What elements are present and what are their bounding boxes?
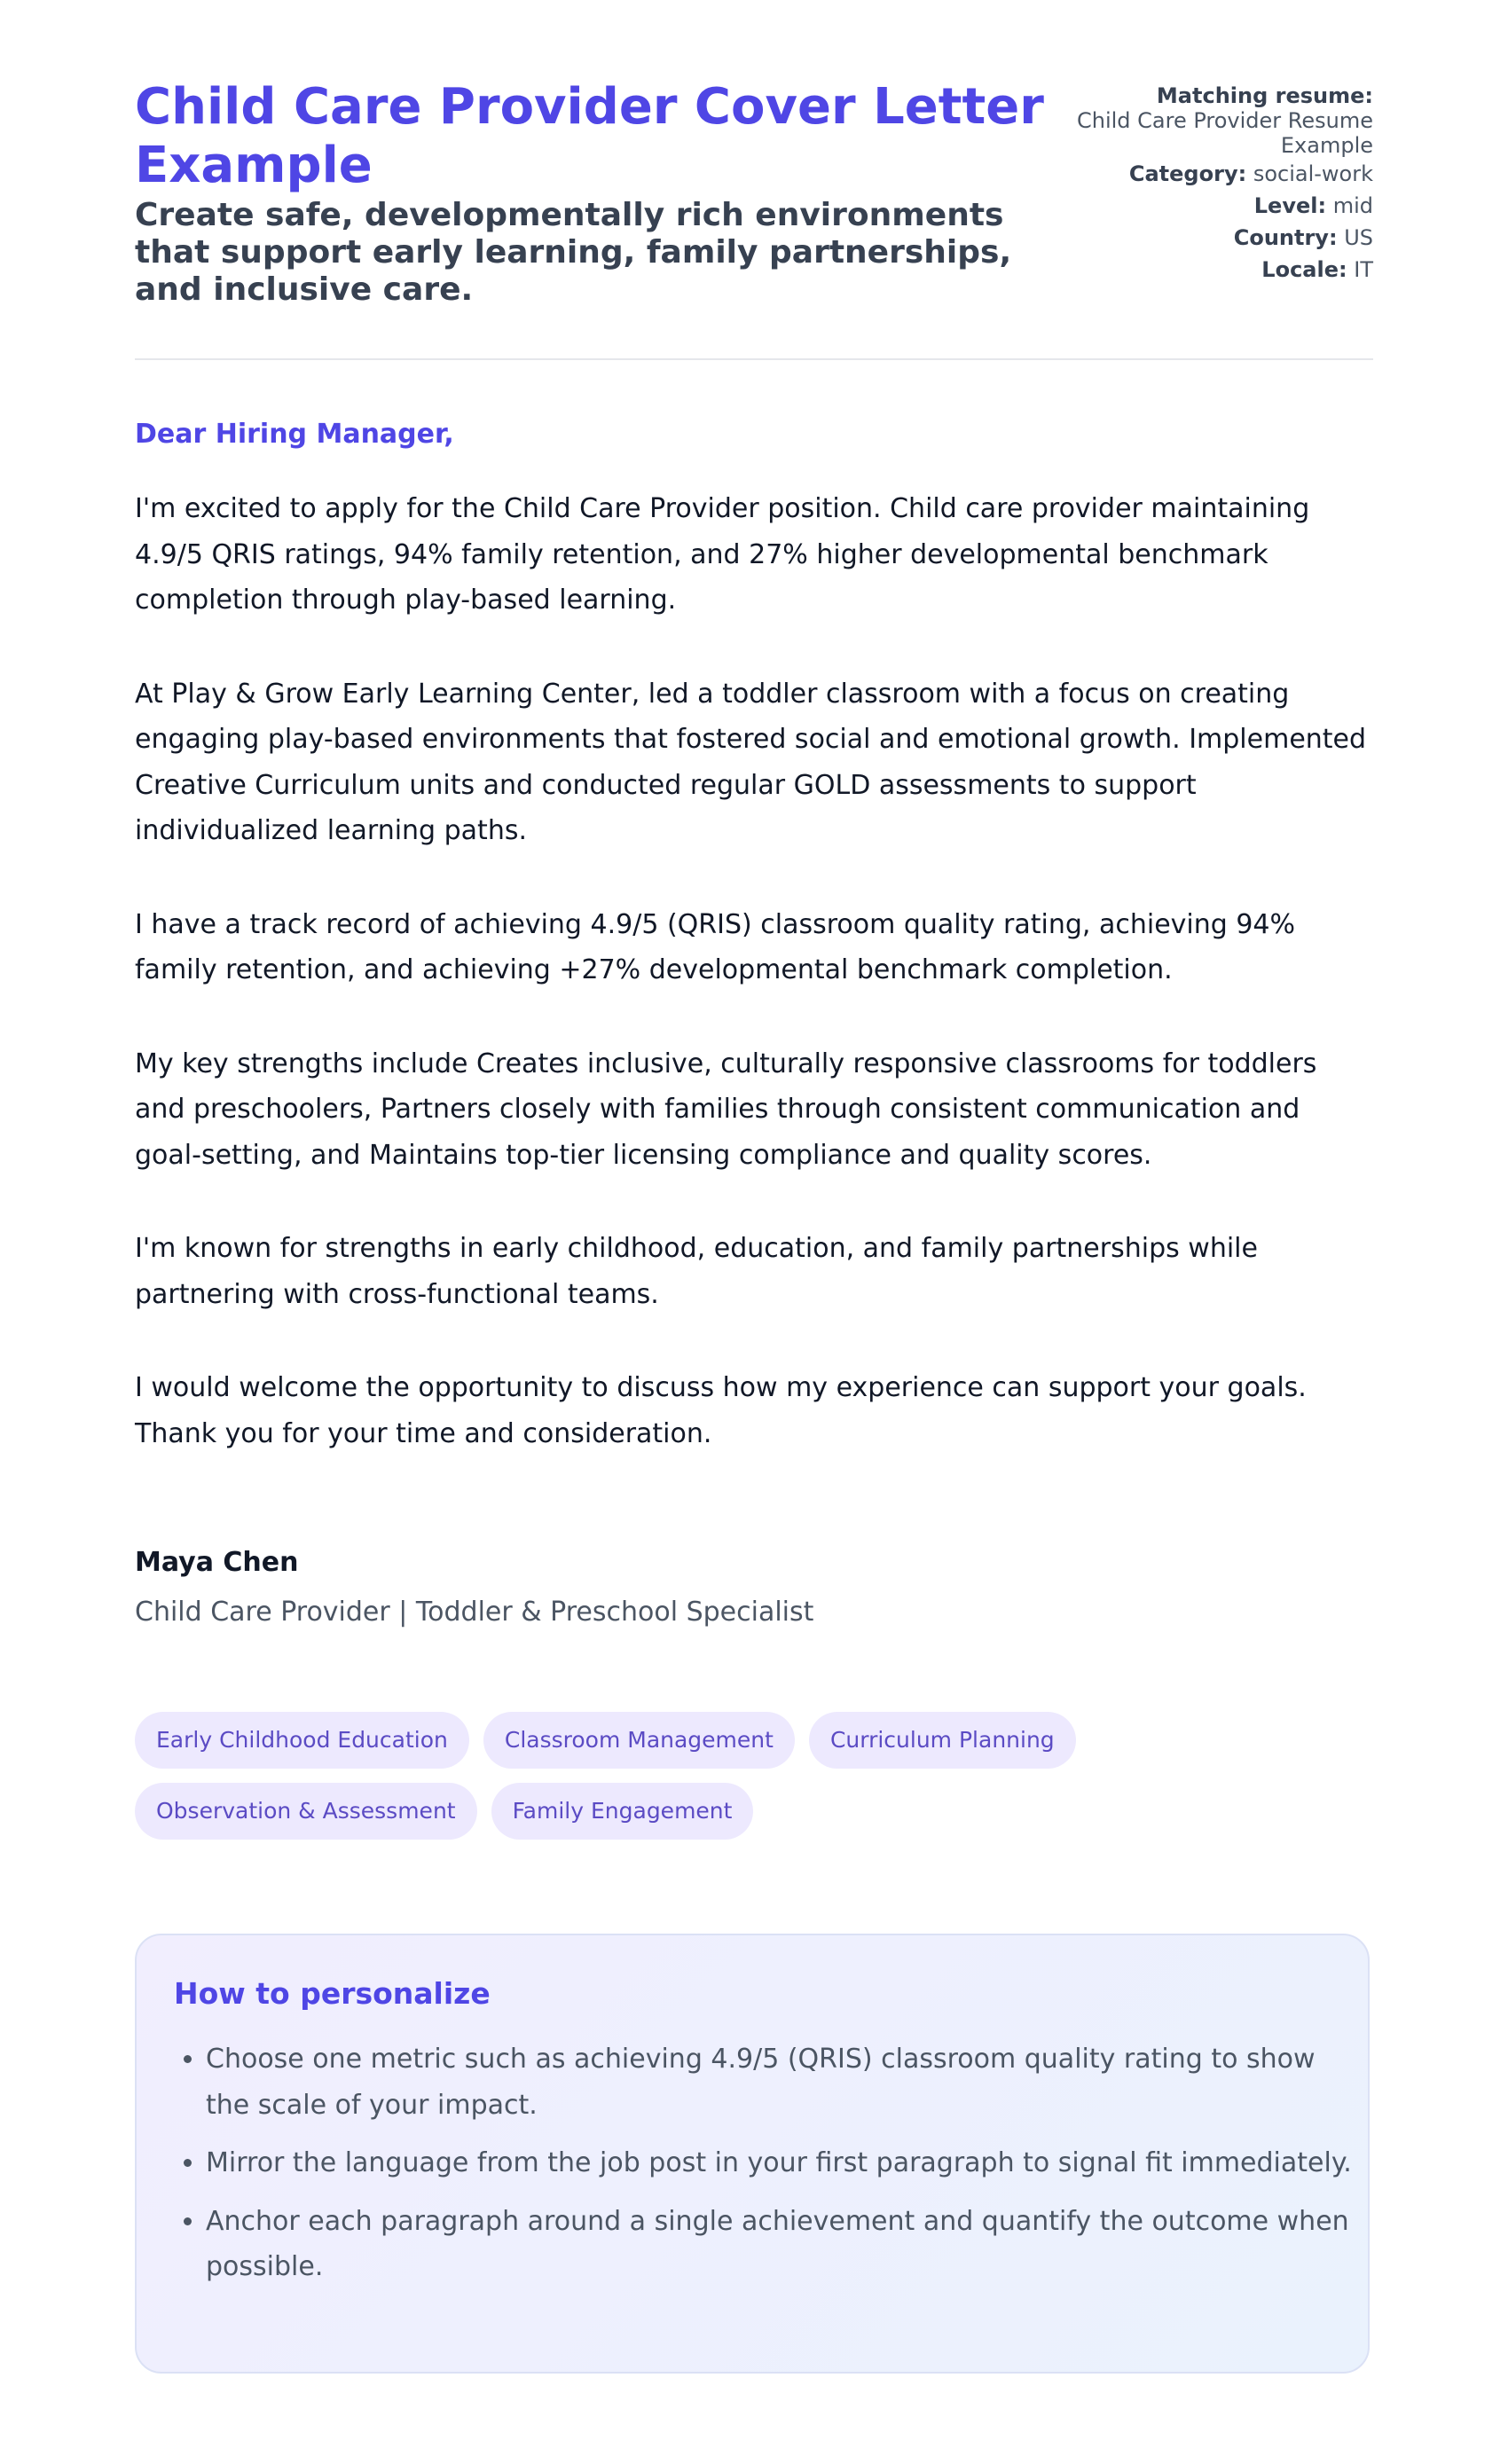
letter-paragraph: I'm known for strengths in early childhood, education, and family partnerships while partnering with cross-functional teams.: [135, 1233, 1258, 1310]
meta-country: [1072, 225, 1373, 250]
signature-name: Maya Chen: [135, 1547, 299, 1578]
meta-level: [1072, 193, 1373, 218]
meta-locale-label: Locale:: [1261, 257, 1347, 282]
skill-tag[interactable]: Classroom Management: [483, 1712, 795, 1769]
meta-category-value: social-work: [1253, 161, 1373, 186]
meta-category: [1072, 161, 1373, 186]
tip-item: • Anchor each paragraph around a single achievement and quantify the outcome when possible.: [206, 2199, 1359, 2290]
letter-paragraph: At Play & Grow Early Learning Center, led a toddler classroom with a focus on creating engaging play-based environments that fostered social and emotional growth. Implemented Creative Curriculum units and conducted regular GOLD assessments to support individualized learning paths.: [135, 678, 1367, 846]
meta-category-label: Category:: [1128, 161, 1247, 186]
personalize-tips-panel: [135, 1934, 1370, 2374]
signature-role: Child Care Provider | Toddler & Preschool Specialist: [135, 1597, 814, 1628]
page-header: [135, 0, 1373, 360]
letter-paragraph: I have a track record of achieving 4.9/5 (QRIS) classroom quality rating, achieving 94% family retention, and achieving +27% developmental benchmark completion.: [135, 908, 1296, 985]
page-subtitle: Create safe, developmentally rich environments that support early learning, family partnerships, and inclusive care.: [135, 197, 1012, 308]
skill-tag[interactable]: Curriculum Planning: [809, 1712, 1076, 1769]
meta-locale: [1072, 257, 1373, 282]
meta-country-label: Country:: [1233, 225, 1338, 250]
letter-paragraph: I would welcome the opportunity to discuss how my experience can support your goals. Thank you for your time and consideration.: [135, 1372, 1307, 1449]
tips-title: How to personalize: [174, 1976, 491, 2011]
cover-letter-page: [135, 0, 1373, 2282]
matching-resume-link[interactable]: Child Care Provider Resume Example: [1076, 108, 1373, 158]
page-title: Child Care Provider Cover Letter Example: [135, 78, 1044, 194]
resume-meta: [1072, 83, 1373, 289]
skill-tag[interactable]: Family Engagement: [491, 1783, 754, 1840]
letter-signature: [135, 1545, 813, 1630]
meta-level-label: Level:: [1253, 193, 1327, 218]
letter-paragraph: I'm excited to apply for the Child Care Provider position. Child care provider maintaining 4.9/5 QRIS ratings, 94% family retention, and 27% higher developmental benchmark completion through play-based learning.: [135, 493, 1310, 616]
meta-matching-resume-label: Matching resume:: [1156, 83, 1373, 108]
letter-body: [135, 486, 1373, 1504]
tip-item: • Choose one metric such as achieving 4.9/5 (QRIS) classroom quality rating to show the scale of your impact.: [206, 2036, 1359, 2128]
skill-tag[interactable]: Early Childhood Education: [135, 1712, 469, 1769]
meta-country-value: US: [1344, 225, 1373, 250]
tips-list: [174, 2036, 1359, 2303]
skill-tags: [135, 1712, 1199, 1840]
meta-level-value: mid: [1332, 193, 1373, 218]
meta-matching-resume: [1072, 83, 1373, 158]
skill-tag[interactable]: Observation & Assessment: [135, 1783, 477, 1840]
meta-locale-value: IT: [1354, 257, 1373, 282]
letter-greeting: Dear Hiring Manager,: [135, 419, 454, 450]
tip-item: • Mirror the language from the job post in your first paragraph to signal fit immediately.: [206, 2140, 1359, 2186]
letter-paragraph: My key strengths include Creates inclusive, culturally responsive classrooms for toddlers and preschoolers, Partners closely with families through consistent communication and goal-setting, and Maintains top-tier licensing compliance and quality scores.: [135, 1048, 1317, 1171]
